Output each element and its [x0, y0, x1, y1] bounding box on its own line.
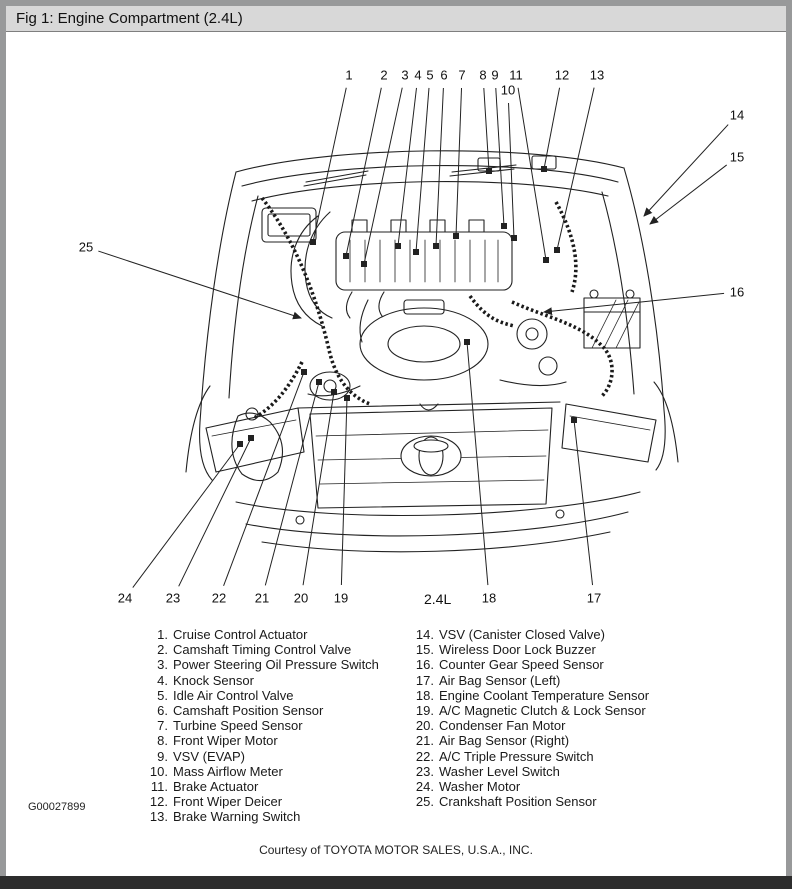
legend-item-label: Air Bag Sensor (Right) — [439, 733, 570, 749]
legend-item-label: Engine Coolant Temperature Sensor — [439, 687, 650, 703]
legend-right-column — [408, 627, 649, 809]
legend-item-2 — [142, 642, 379, 657]
legend-item-number: 25. — [415, 794, 434, 810]
legend-item-14 — [408, 627, 649, 642]
callout-number-20: 20 — [293, 590, 309, 606]
legend-item-7 — [142, 718, 379, 733]
callout-number-3: 3 — [401, 67, 409, 83]
leader-line-25 — [98, 251, 301, 318]
leader-line-13 — [557, 88, 594, 250]
callout-number-13: 13 — [589, 67, 605, 83]
leader-line-16 — [544, 293, 724, 312]
leader-line-6 — [436, 88, 443, 246]
callout-number-11: 11 — [509, 67, 523, 83]
leader-line-10 — [509, 103, 514, 238]
legend-item-label: Cruise Control Actuator — [173, 627, 308, 642]
radiator-support-shape — [298, 402, 560, 408]
legend-item-number: 1. — [157, 627, 168, 642]
leader-line-19 — [341, 398, 347, 585]
leader-line-5 — [416, 88, 429, 252]
leader-lines — [98, 88, 728, 588]
legend-item-20 — [408, 718, 649, 733]
legend-item-13 — [142, 809, 379, 824]
callout-numbers — [79, 68, 744, 606]
callout-number-1: 1 — [345, 67, 353, 83]
legend-item-label: Condenser Fan Motor — [439, 718, 566, 734]
toyota-emblem — [401, 436, 461, 476]
legend-item-label: Washer Motor — [439, 779, 521, 795]
callout-number-17: 17 — [586, 590, 602, 606]
leader-line-3 — [364, 88, 402, 264]
figure-title: Fig 1: Engine Compartment (2.4L) — [6, 6, 786, 32]
legend-item-6 — [142, 703, 379, 718]
legend-item-label: Camshaft Timing Control Valve — [173, 642, 352, 658]
legend-item-3 — [142, 657, 379, 672]
cowl-and-wipers — [236, 151, 624, 201]
legend-item-10 — [142, 764, 379, 779]
legend-item-number: 2. — [157, 642, 168, 658]
engine-size-label: 2.4L — [424, 591, 452, 607]
leader-line-11 — [518, 88, 546, 260]
legend-item-label: Crankshaft Position Sensor — [439, 794, 597, 810]
legend-item-number: 7. — [157, 718, 168, 734]
legend-item-label: VSV (Canister Closed Valve) — [439, 627, 605, 642]
callout-number-25: 25 — [78, 239, 94, 255]
legend-item-18 — [408, 688, 649, 703]
leader-line-18 — [467, 342, 488, 585]
legend-item-label: Mass Airflow Meter — [173, 763, 283, 779]
leader-line-2 — [346, 88, 381, 256]
courtesy-line: Courtesy of TOYOTA MOTOR SALES, U.S.A., INC. — [259, 843, 533, 857]
callout-number-5: 5 — [426, 67, 434, 83]
legend-item-label: Camshaft Position Sensor — [173, 703, 324, 719]
legend-item-number: 4. — [157, 672, 168, 688]
legend-item-4 — [142, 673, 379, 688]
leader-line-21 — [265, 382, 319, 585]
legend-item-number: 22. — [415, 748, 434, 764]
callout-number-23: 23 — [165, 590, 181, 606]
legend-item-number: 18. — [415, 687, 434, 703]
legend-item-number: 13. — [149, 809, 168, 825]
leader-line-15 — [650, 165, 727, 224]
reference-code: G00027899 — [28, 801, 86, 813]
legend-item-label: A/C Magnetic Clutch & Lock Sensor — [439, 703, 646, 719]
legend-item-number: 11. — [150, 779, 168, 795]
callout-number-15: 15 — [729, 149, 745, 165]
legend-item-5 — [142, 688, 379, 703]
legend-item-label: Brake Warning Switch — [173, 809, 301, 825]
legend-item-number: 3. — [157, 657, 168, 673]
legend-item-number: 24. — [415, 779, 434, 795]
legend-item-number: 23. — [415, 763, 434, 779]
leader-line-1 — [313, 88, 346, 242]
legend-item-number: 19. — [415, 703, 434, 719]
legend-item-12 — [142, 794, 379, 809]
legend-item-number: 20. — [415, 718, 434, 734]
legend-item-23 — [408, 764, 649, 779]
legend-item-number: 12. — [149, 794, 168, 810]
legend-item-number: 8. — [157, 733, 168, 749]
legend-item-17 — [408, 673, 649, 688]
leader-line-20 — [303, 392, 334, 585]
legend-item-number: 10. — [149, 763, 168, 779]
legend-item-label: Front Wiper Motor — [173, 733, 278, 749]
callout-number-7: 7 — [458, 67, 466, 83]
window-bottom-bar — [0, 876, 792, 889]
legend-item-label: Brake Actuator — [173, 779, 259, 795]
legend-item-label: Front Wiper Deicer — [173, 794, 283, 810]
callout-number-10: 10 — [500, 82, 516, 98]
leader-line-22 — [224, 372, 304, 586]
legend-item-label: Air Bag Sensor (Left) — [439, 672, 561, 688]
legend-item-15 — [408, 642, 649, 657]
legend-item-number: 21. — [415, 733, 434, 749]
legend-item-label: Power Steering Oil Pressure Switch — [173, 657, 379, 673]
legend-item-19 — [408, 703, 649, 718]
legend-item-label: Knock Sensor — [173, 672, 254, 688]
legend-item-24 — [408, 779, 649, 794]
callout-number-4: 4 — [414, 67, 422, 83]
legend-item-21 — [408, 733, 649, 748]
front-bumper — [236, 492, 640, 552]
legend-item-label: A/C Triple Pressure Switch — [439, 748, 594, 764]
legend-item-label: Turbine Speed Sensor — [173, 718, 303, 734]
leader-line-4 — [398, 88, 416, 246]
legend-item-1 — [142, 627, 379, 642]
leader-line-7 — [456, 88, 462, 236]
legend-item-label: Counter Gear Speed Sensor — [439, 657, 604, 673]
air-intake-duct-shape — [291, 216, 322, 326]
left-headlight-shape — [206, 408, 304, 472]
legend-item-22 — [408, 749, 649, 764]
callout-number-9: 9 — [491, 67, 499, 83]
callout-number-12: 12 — [554, 67, 570, 83]
leader-line-14 — [644, 125, 728, 216]
legend-item-label: Idle Air Control Valve — [173, 687, 294, 703]
callout-number-8: 8 — [479, 67, 487, 83]
legend-item-label: VSV (EVAP) — [173, 748, 246, 764]
callout-number-6: 6 — [440, 67, 448, 83]
legend-item-label: Wireless Door Lock Buzzer — [439, 642, 596, 658]
legend-item-16 — [408, 657, 649, 672]
callout-number-2: 2 — [380, 67, 388, 83]
leader-line-9 — [496, 88, 504, 226]
callout-number-16: 16 — [729, 284, 745, 300]
callout-number-24: 24 — [117, 590, 133, 606]
legend-item-number: 15. — [415, 642, 434, 658]
legend-item-25 — [408, 794, 649, 809]
legend-item-number: 6. — [157, 703, 168, 719]
legend-item-number: 9. — [157, 748, 168, 764]
legend-item-label: Washer Level Switch — [439, 763, 560, 779]
callout-number-22: 22 — [211, 590, 227, 606]
callout-number-19: 19 — [333, 590, 349, 606]
callout-number-14: 14 — [729, 107, 745, 123]
legend-item-number: 17. — [415, 672, 434, 688]
callout-number-21: 21 — [254, 590, 270, 606]
right-headlight-shape — [562, 404, 656, 462]
legend-item-number: 14. — [415, 627, 434, 642]
legend-item-11 — [142, 779, 379, 794]
callout-number-18: 18 — [481, 590, 497, 606]
legend-item-number: 5. — [157, 687, 168, 703]
legend-item-number: 16. — [415, 657, 434, 673]
legend-item-8 — [142, 733, 379, 748]
legend-left-column — [142, 627, 379, 825]
legend-item-9 — [142, 749, 379, 764]
